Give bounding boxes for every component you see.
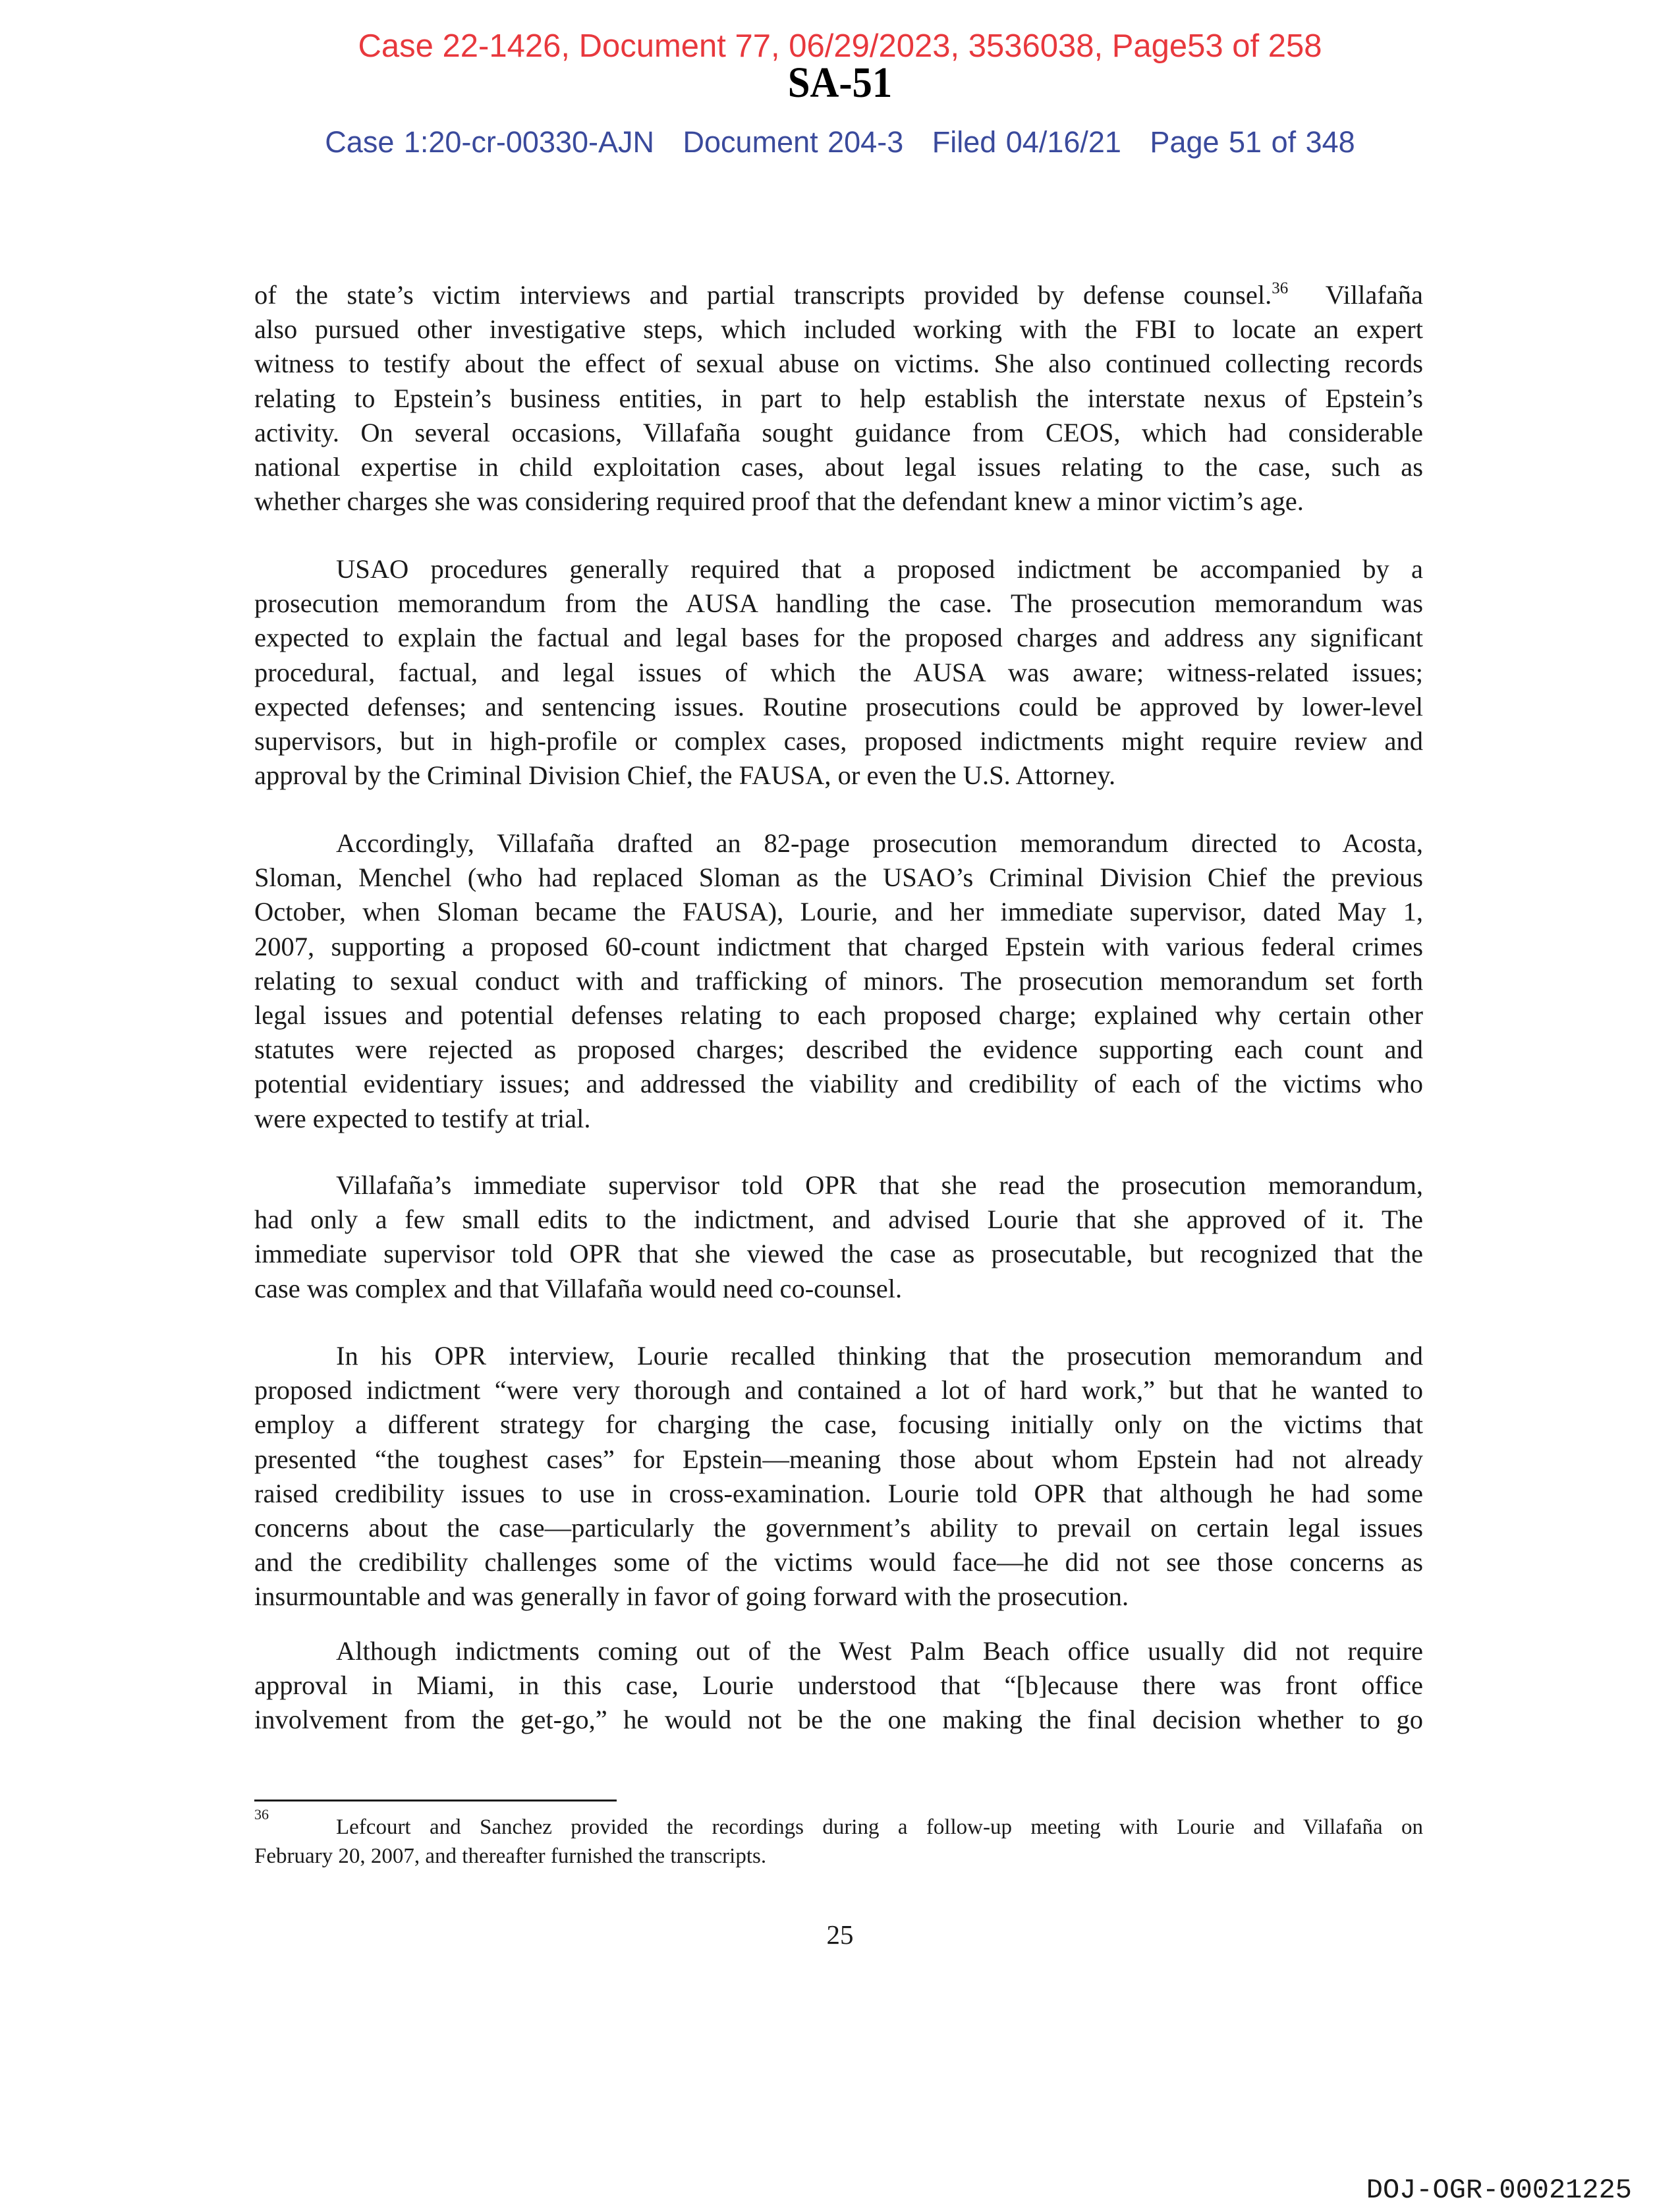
text-line: October, when Sloman became the FAUSA), Lourie, and her immediate supervisor, dated May 1, — [254, 897, 1423, 927]
text-line: concerns about the case—particularly the government’s ability to prevail on certain legal issues — [254, 1512, 1423, 1543]
paragraph-5 — [254, 1339, 1423, 1614]
paragraph-4 — [254, 1168, 1423, 1306]
text-line: Accordingly, Villafaña drafted an 82-page prosecution memorandum directed to Acosta, — [336, 828, 1423, 858]
text-line: supervisors, but in high-profile or complex cases, proposed indictments might require review and — [254, 725, 1423, 756]
text-line: prosecution memorandum from the AUSA handling the case. The prosecution memorandum was — [254, 588, 1423, 619]
footnote-number: 36 — [254, 1806, 269, 1823]
text-line: were expected to testify at trial. — [254, 1103, 591, 1133]
text-line: involvement from the get-go,” he would not be the one making the final decision whether to go — [254, 1705, 1423, 1735]
text-line: In his OPR interview, Lourie recalled thinking that the prosecution memorandum and — [336, 1341, 1423, 1371]
text-line: also pursued other investigative steps, which included working with the FBI to locate an expert — [254, 314, 1423, 345]
text-line: Although indictments coming out of the West Palm Beach office usually did not require — [336, 1636, 1423, 1666]
text-line: and the credibility challenges some of the victims would face—he did not see those concerns as — [254, 1547, 1423, 1577]
text-line: legal issues and potential defenses relating to each proposed charge; explained why certain other — [254, 1000, 1423, 1030]
text-line: Sloman, Menchel (who had replaced Sloman as the USAO’s Criminal Division Chief the previous — [254, 863, 1423, 893]
text-line: expected to explain the factual and legal bases for the proposed charges and address any significant — [254, 623, 1423, 653]
bates-number: DOJ-OGR-00021225 — [1366, 2174, 1632, 2206]
text-line: presented “the toughest cases” for Epstein—meaning those about whom Epstein had not already — [254, 1444, 1423, 1474]
appendix-page-label: SA-51 — [787, 59, 893, 107]
text-line: of the state’s victim interviews and partial transcripts provided by defense counsel.$^{36}$ Villafaña — [254, 279, 1423, 310]
text-line: relating to sexual conduct with and trafficking of minors. The prosecution memorandum set forth — [254, 965, 1423, 996]
footnote-reference[interactable]: 36 — [1272, 279, 1289, 297]
text-line: whether charges she was considering required proof that the defendant knew a minor victim’s age. — [254, 486, 1304, 517]
appellate-case-header: Case 22-1426, Document 77, 06/29/2023, 3536038, Page53 of 258 — [358, 28, 1322, 64]
text-line: statutes were rejected as proposed charges; described the evidence supporting each count and — [254, 1035, 1423, 1065]
page-number: 25 — [826, 1919, 854, 1950]
text-line: procedural, factual, and legal issues of which the AUSA was aware; witness-related issues; — [254, 657, 1423, 687]
paragraph-6 — [254, 1634, 1423, 1738]
text-line: employ a different strategy for charging the case, focusing initially only on the victims that — [254, 1409, 1423, 1440]
text-line: USAO procedures generally required that a proposed indictment be accompanied by a — [336, 554, 1423, 584]
text-line: potential evidentiary issues; and addressed the viability and credibility of each of the victims who — [254, 1069, 1423, 1099]
text-line: had only a few small edits to the indictment, and advised Lourie that she approved of it. The — [254, 1205, 1423, 1235]
text-line: relating to Epstein’s business entities, in part to help establish the interstate nexus of Epstein’s — [254, 383, 1423, 413]
text-line: Villafaña’s immediate supervisor told OPR that she read the prosecution memorandum, — [336, 1170, 1423, 1200]
text-line: activity. On several occasions, Villafaña sought guidance from CEOS, which had considerable — [254, 417, 1423, 447]
text-line: case was complex and that Villafaña would need co-counsel. — [254, 1273, 903, 1303]
footnote-36 — [254, 1806, 1423, 1871]
paragraph-3 — [254, 826, 1423, 1136]
text-line: national expertise in child exploitation cases, about legal issues relating to the case, such as — [254, 451, 1423, 482]
text-line: immediate supervisor told OPR that she viewed the case as prosecutable, but recognized that the — [254, 1239, 1423, 1269]
footnote-line: February 20, 2007, and thereafter furnished the transcripts. — [254, 1844, 767, 1868]
text-line: approval in Miami, in this case, Lourie understood that “[b]ecause there was front office — [254, 1670, 1423, 1701]
footnote-divider — [254, 1800, 617, 1801]
text-line: insurmountable and was generally in favor of going forward with the prosecution. — [254, 1581, 1129, 1612]
text-line: 2007, supporting a proposed 60-count indictment that charged Epstein with various federal crimes — [254, 931, 1423, 961]
footnote-line: Lefcourt and Sanchez provided the recordings during a follow-up meeting with Lourie and Villafaña on — [336, 1815, 1423, 1839]
paragraph-2 — [254, 552, 1423, 793]
paragraph-1 — [254, 278, 1423, 519]
text-line: approval by the Criminal Division Chief, the FAUSA, or even the U.S. Attorney. — [254, 760, 1116, 791]
district-case-header: Case 1:20-cr-00330-AJN Document 204-3 Filed 04/16/21 Page 51 of 348 — [325, 125, 1355, 159]
text-line: raised credibility issues to use in cross-examination. Lourie told OPR that although he had some — [254, 1478, 1423, 1508]
text-line: expected defenses; and sentencing issues. Routine prosecutions could be approved by lower-level — [254, 691, 1423, 722]
text-line: proposed indictment “were very thorough and contained a lot of hard work,” but that he wanted to — [254, 1375, 1423, 1405]
text-line: witness to testify about the effect of sexual abuse on victims. She also continued collecting records — [254, 349, 1423, 379]
